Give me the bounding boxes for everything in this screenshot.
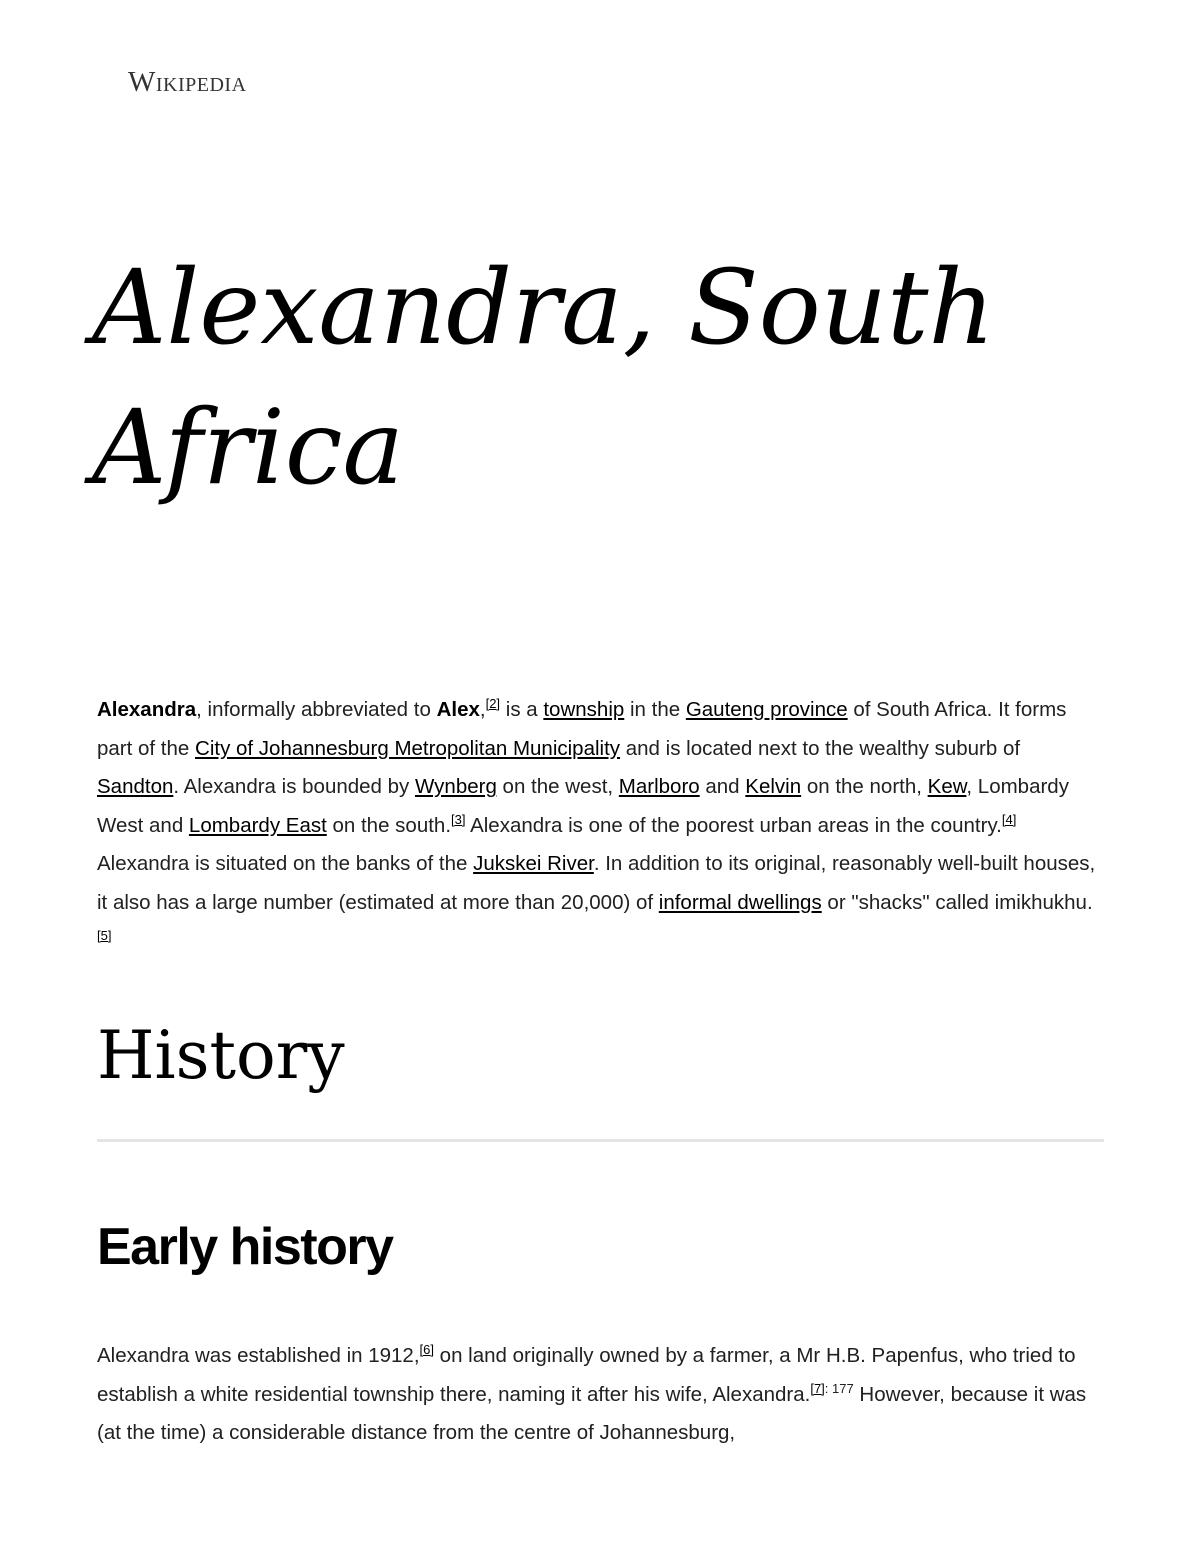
- subsection-heading-early-history: Early history: [97, 1218, 393, 1276]
- citation-5: [97, 928, 111, 943]
- text-run: ,: [479, 698, 486, 721]
- early-history-paragraph: [97, 1337, 1107, 1453]
- link-kew[interactable]: Kew: [927, 775, 967, 799]
- citation-link-5[interactable]: [5]: [97, 927, 112, 943]
- text-run: . Alexandra is bounded by: [173, 775, 415, 799]
- lead-paragraph: [97, 691, 1107, 961]
- link-sandton[interactable]: Sandton: [97, 775, 174, 799]
- link-gauteng-province[interactable]: Gauteng province: [685, 698, 848, 721]
- wikipedia-logo[interactable]: Wikipedia: [128, 66, 247, 98]
- link-kelvin[interactable]: Kelvin: [745, 775, 802, 799]
- text-run: of South Africa. It forms part of the: [97, 698, 1067, 760]
- link-township[interactable]: township: [543, 698, 625, 721]
- citation-link-4[interactable]: [4]: [1001, 811, 1017, 827]
- page-title: Alexandra, South Africa: [92, 248, 995, 508]
- citation-3: [451, 812, 465, 827]
- text-run: However, because it was (at the time) a considerable distance from the centre of Johannesburg,: [97, 1382, 1087, 1445]
- citation-link-2[interactable]: [2]: [485, 696, 501, 712]
- article-term: Alexandra: [97, 698, 197, 721]
- citation-4: [1002, 812, 1016, 827]
- article-alt-term: Alex: [436, 698, 480, 721]
- citation-link-6[interactable]: [6]: [419, 1342, 434, 1358]
- text-run: Alexandra is situated on the banks of the: [97, 852, 474, 876]
- text-run: or "shacks" called imikhukhu.: [821, 890, 1093, 914]
- link-jukskei-river[interactable]: Jukskei River: [473, 852, 594, 876]
- citation-link-3[interactable]: [3]: [451, 811, 466, 827]
- section-divider: [97, 1139, 1104, 1142]
- link-informal-dwellings[interactable]: informal dwellings: [658, 890, 822, 914]
- citation-6: [420, 1342, 434, 1357]
- section-heading-history: History: [97, 1017, 345, 1094]
- citation-link-7[interactable]: [7]: [810, 1380, 825, 1396]
- link-lombardy-east[interactable]: Lombardy East: [188, 813, 327, 837]
- text-run: . In addition to its original, reasonably well-built houses, it also has a large number (estimated at more than 20,000) of: [97, 852, 1096, 914]
- text-run: on the south.: [326, 813, 452, 837]
- text-run: is a: [500, 698, 544, 721]
- text-run: on the west,: [496, 775, 619, 799]
- text-run: Alexandra was established in 1912,: [97, 1344, 420, 1367]
- text-run: and: [699, 775, 746, 799]
- link-city-of-johannesburg[interactable]: City of Johannesburg Metropolitan Municipality: [195, 736, 621, 760]
- text-run: , Lombardy West and: [97, 775, 1069, 837]
- text-run: and is located next to the wealthy suburb of: [620, 736, 1021, 760]
- citation-7: [810, 1381, 853, 1396]
- text-run: in the: [624, 698, 686, 721]
- text-run: on the north,: [801, 775, 928, 799]
- citation-2: [486, 696, 500, 711]
- link-wynberg[interactable]: Wynberg: [415, 775, 497, 799]
- link-marlboro[interactable]: Marlboro: [618, 775, 700, 799]
- text-run: on land originally owned by a farmer, a Mr H.B. Papenfus, who tried to establish a white residential township there, naming it after his wife, Alexandra.: [97, 1344, 1076, 1406]
- text-run: , informally abbreviated to: [196, 698, 437, 721]
- text-run: Alexandra is one of the poorest urban areas in the country.: [465, 813, 1002, 837]
- citation-page-ref: : 177: [824, 1380, 854, 1396]
